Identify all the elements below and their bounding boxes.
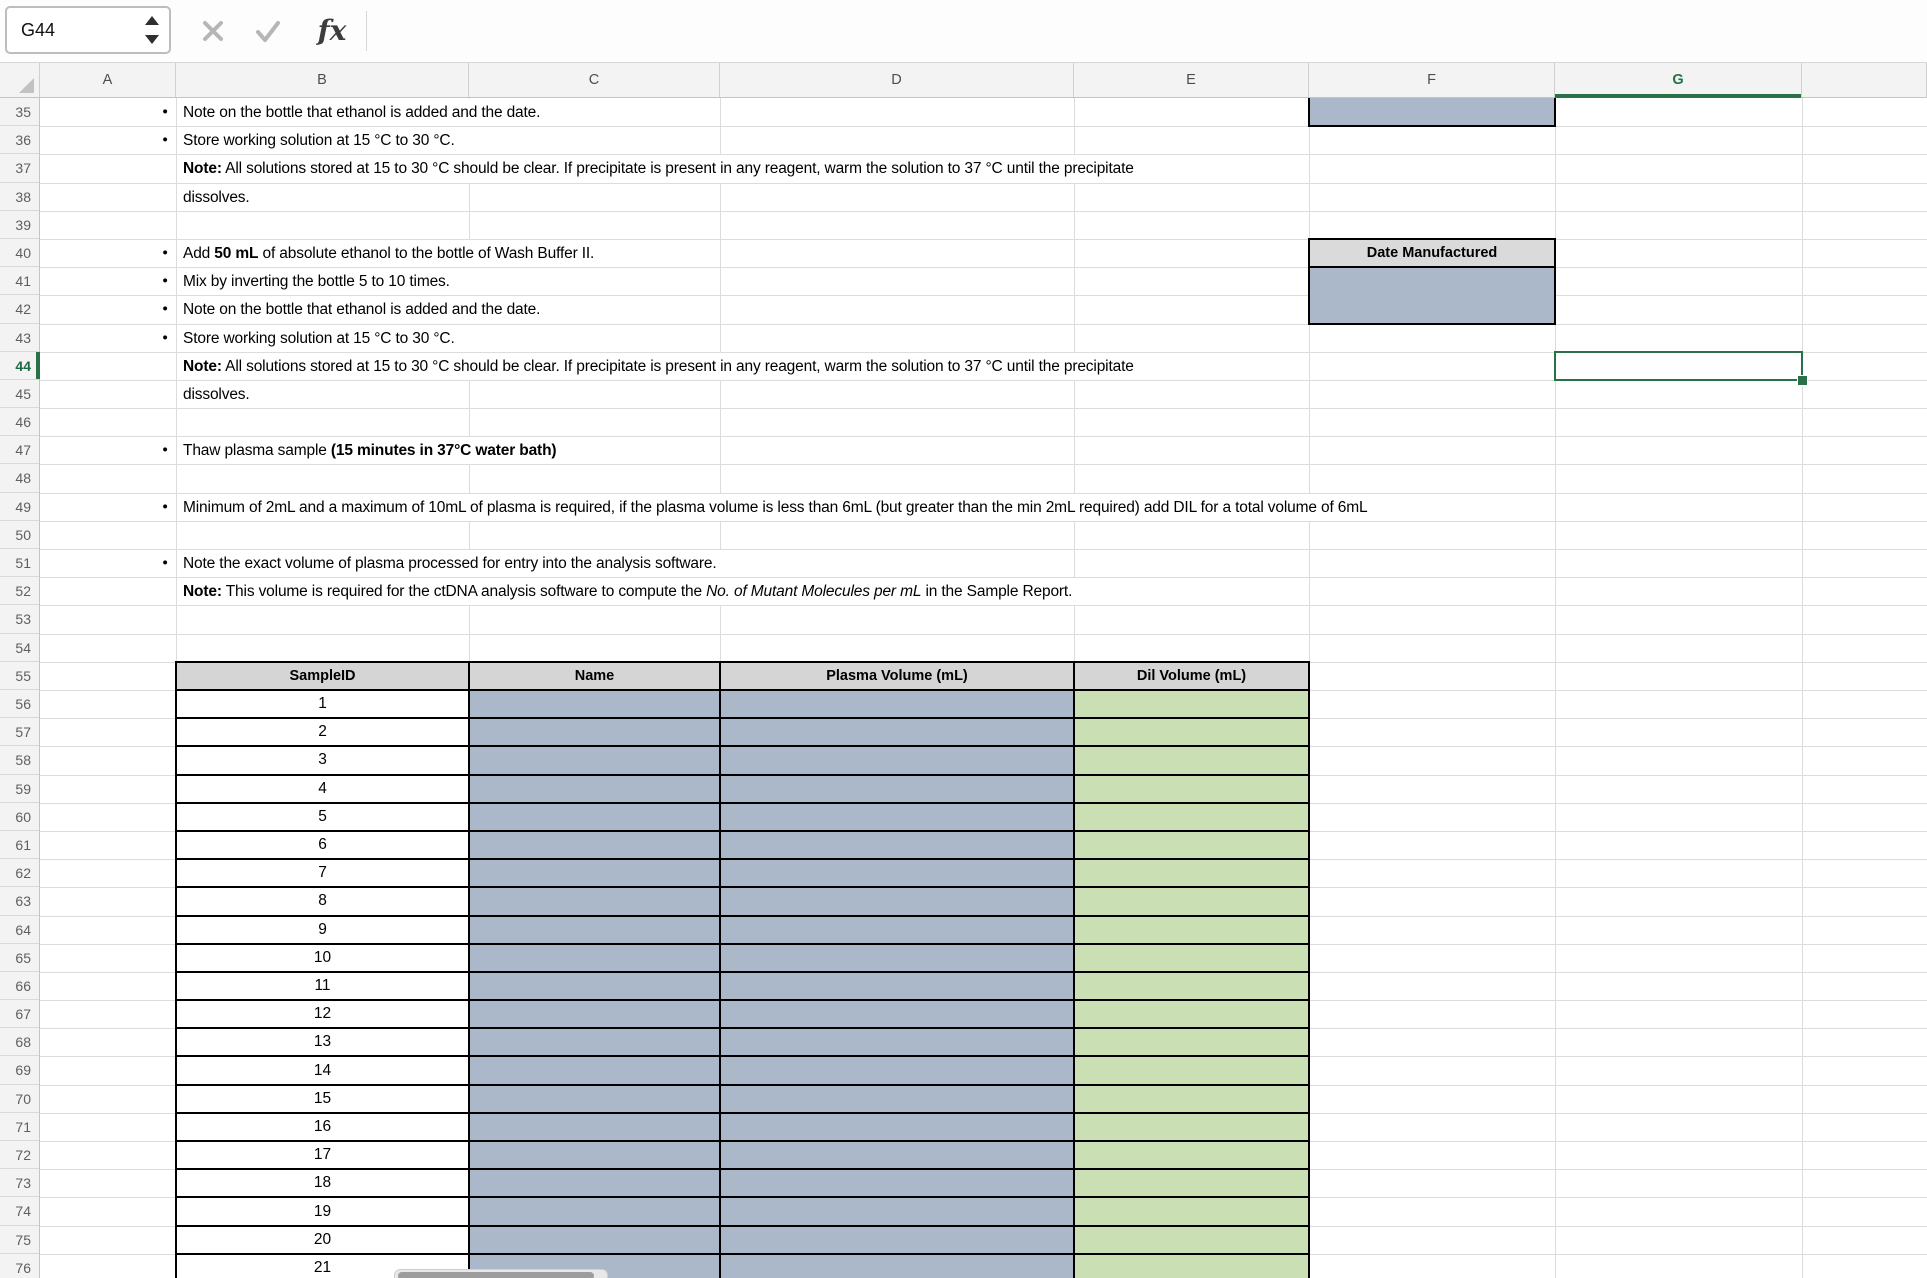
table-cell-E71[interactable] <box>1073 1112 1310 1142</box>
table-cell-D75[interactable] <box>719 1225 1075 1255</box>
name-box-value[interactable]: G44 <box>21 20 56 40</box>
confirm-check-icon[interactable] <box>252 15 284 47</box>
table-cell-B58[interactable]: 3 <box>175 745 470 775</box>
table-cell-D76[interactable] <box>719 1253 1075 1278</box>
row-header-44[interactable]: 44 <box>0 352 39 380</box>
row-header-67[interactable]: 67 <box>0 1000 39 1028</box>
table-cell-B64[interactable]: 9 <box>175 915 470 945</box>
table-cell-B66[interactable]: 11 <box>175 971 470 1001</box>
table-cell-E75[interactable] <box>1073 1225 1310 1255</box>
table-cell-C71[interactable] <box>468 1112 721 1142</box>
row-header-76[interactable]: 76 <box>0 1254 39 1278</box>
table-cell-D63[interactable] <box>719 886 1075 916</box>
table-cell-B74[interactable]: 19 <box>175 1196 470 1226</box>
selection-outline <box>1554 351 1803 381</box>
table-cell-C58[interactable] <box>468 745 721 775</box>
table-cell-D71[interactable] <box>719 1112 1075 1142</box>
table-cell-C59[interactable] <box>468 774 721 804</box>
cell-B43[interactable] <box>177 325 719 352</box>
table-cell-C74[interactable] <box>468 1196 721 1226</box>
row-header-36[interactable]: 36 <box>0 126 39 154</box>
table-header-cell-plasma-volume-ml-[interactable]: Plasma Volume (mL) <box>719 661 1075 691</box>
table-cell-C70[interactable] <box>468 1084 721 1114</box>
table-cell-E64[interactable] <box>1073 915 1310 945</box>
bullet-marker: ● <box>162 246 168 258</box>
bullet-marker: ● <box>162 444 168 456</box>
table-cell-B65[interactable]: 10 <box>175 943 470 973</box>
cell-text-segment: All solutions stored at 15 to 30 °C should be clear. If precipitate is present in any reagent, warm the solution to 37 °C until the precipitate <box>221 160 1134 178</box>
row-header-59[interactable]: 59 <box>0 775 39 803</box>
gridline-horizontal <box>40 408 1927 409</box>
gridline-horizontal <box>40 605 1927 606</box>
table-cell-C66[interactable] <box>468 971 721 1001</box>
row-header-72[interactable]: 72 <box>0 1141 39 1169</box>
cell-text-segment: Note the exact volume of plasma processed for entry into the analysis software. <box>183 555 717 573</box>
cell-text-segment: dissolves. <box>183 188 250 206</box>
cell-text-segment: Store working solution at 15 °C to 30 °C. <box>183 132 455 150</box>
table-cell-B62[interactable]: 7 <box>175 858 470 888</box>
table-cell-B70[interactable]: 15 <box>175 1084 470 1114</box>
table-cell-D68[interactable] <box>719 1027 1075 1057</box>
row-header-57[interactable]: 57 <box>0 718 39 746</box>
table-cell-C60[interactable] <box>468 802 721 832</box>
row-header-56[interactable]: 56 <box>0 690 39 718</box>
cell-text-segment: Note: <box>183 583 222 601</box>
cell-B44[interactable] <box>177 353 1308 380</box>
column-header-B[interactable]: B <box>176 63 469 97</box>
cell-text-segment: in the Sample Report. <box>921 583 1073 601</box>
row-header-64[interactable]: 64 <box>0 916 39 944</box>
cell-text-segment: Store working solution at 15 °C to 30 °C. <box>183 329 455 347</box>
row-header-58[interactable]: 58 <box>0 746 39 774</box>
table-cell-D60[interactable] <box>719 802 1075 832</box>
cell-text-segment: of absolute ethanol to the bottle of Wash Buffer II. <box>258 244 595 262</box>
table-cell-E67[interactable] <box>1073 999 1310 1029</box>
table-header-cell-sampleid[interactable]: SampleID <box>175 661 470 691</box>
gridline-horizontal <box>40 211 1927 212</box>
table-cell-E60[interactable] <box>1073 802 1310 832</box>
cell-B40[interactable] <box>177 240 719 267</box>
table-cell-C63[interactable] <box>468 886 721 916</box>
table-cell-D64[interactable] <box>719 915 1075 945</box>
bullet-marker: ● <box>162 557 168 569</box>
row-header-42[interactable]: 42 <box>0 295 39 323</box>
row-header-52[interactable]: 52 <box>0 577 39 605</box>
cell-text-segment: Minimum of 2mL and a maximum of 10mL of plasma is required, if the plasma volume is less than 6mL (but greater than the min 2mL required) add DIL for a total volume of 6mL <box>183 498 1368 516</box>
table-cell-B57[interactable]: 2 <box>175 717 470 747</box>
cell-text-segment: 50 mL <box>214 244 259 262</box>
column-header-E[interactable]: E <box>1074 63 1309 97</box>
bullet-marker: ● <box>162 500 168 512</box>
table-cell-B60[interactable]: 5 <box>175 802 470 832</box>
date-manufactured-cell[interactable]: Date Manufactured <box>1308 238 1556 268</box>
table-cell-C68[interactable] <box>468 1027 721 1057</box>
row-header-43[interactable]: 43 <box>0 324 39 352</box>
table-header-cell-name[interactable]: Name <box>468 661 721 691</box>
cell-B37[interactable] <box>177 155 1308 182</box>
table-cell-E76[interactable] <box>1073 1253 1310 1278</box>
column-header-strip <box>0 63 1927 98</box>
cell-text-segment: All solutions stored at 15 to 30 °C should be clear. If precipitate is present in any reagent, warm the solution to 37 °C until the precipitate <box>221 357 1134 375</box>
cell-text-segment: Mix by inverting the bottle 5 to 10 times. <box>183 273 450 291</box>
bullet-marker: ● <box>162 331 168 343</box>
table-cell-D69[interactable] <box>719 1055 1075 1085</box>
table-cell-D59[interactable] <box>719 774 1075 804</box>
table-cell-C65[interactable] <box>468 943 721 973</box>
row-header-41[interactable]: 41 <box>0 267 39 295</box>
table-cell-E72[interactable] <box>1073 1140 1310 1170</box>
cell-B45[interactable] <box>177 381 468 408</box>
table-cell-E61[interactable] <box>1073 830 1310 860</box>
selected-column-underline <box>1555 94 1801 98</box>
bullet-marker: ● <box>162 106 168 117</box>
row-header-73[interactable]: 73 <box>0 1169 39 1197</box>
row-header-49[interactable]: 49 <box>0 493 39 521</box>
table-cell-C56[interactable] <box>468 689 721 719</box>
table-cell-E70[interactable] <box>1073 1084 1310 1114</box>
table-cell-E65[interactable] <box>1073 943 1310 973</box>
formula-input[interactable] <box>380 6 1919 54</box>
row-header-35[interactable]: 35 <box>0 98 39 126</box>
column-header-G[interactable]: G <box>1555 63 1802 97</box>
table-cell-D58[interactable] <box>719 745 1075 775</box>
row-header-47[interactable]: 47 <box>0 436 39 464</box>
table-cell-D66[interactable] <box>719 971 1075 1001</box>
cell-B35[interactable] <box>177 99 719 126</box>
column-header-F[interactable]: F <box>1309 63 1555 97</box>
cell-B49[interactable] <box>177 494 1554 521</box>
bullet-marker: ● <box>162 303 168 315</box>
cell-B38[interactable] <box>177 184 468 211</box>
cell-B41[interactable] <box>177 268 719 295</box>
table-cell-C62[interactable] <box>468 858 721 888</box>
spinner-up-icon[interactable] <box>145 16 159 25</box>
name-box-spinner[interactable] <box>143 14 159 46</box>
table-cell-C73[interactable] <box>468 1168 721 1198</box>
cancel-icon[interactable] <box>197 15 229 47</box>
cell-text-segment: No. of Mutant Molecules per mL <box>706 583 922 601</box>
cell-text-segment: This volume is required for the ctDNA analysis software to compute the <box>221 583 707 601</box>
formula-bar-divider <box>366 11 367 51</box>
shaded-cell-F35[interactable] <box>1308 98 1556 127</box>
cell-text-segment: Note: <box>183 160 222 178</box>
table-cell-D67[interactable] <box>719 999 1075 1029</box>
table-header-cell-dil-volume-ml-[interactable]: Dil Volume (mL) <box>1073 661 1310 691</box>
table-cell-E66[interactable] <box>1073 971 1310 1001</box>
row-header-55[interactable]: 55 <box>0 662 39 690</box>
fill-handle[interactable] <box>1797 375 1808 386</box>
cell-B51[interactable] <box>177 550 1073 577</box>
table-cell-E74[interactable] <box>1073 1196 1310 1226</box>
formula-toolbar <box>0 0 1927 63</box>
row-header-37[interactable]: 37 <box>0 154 39 182</box>
row-header-70[interactable]: 70 <box>0 1085 39 1113</box>
table-cell-D57[interactable] <box>719 717 1075 747</box>
row-header-68[interactable]: 68 <box>0 1028 39 1056</box>
row-header-66[interactable]: 66 <box>0 972 39 1000</box>
table-cell-D65[interactable] <box>719 943 1075 973</box>
table-cell-B61[interactable]: 6 <box>175 830 470 860</box>
table-cell-B72[interactable]: 17 <box>175 1140 470 1170</box>
table-cell-B56[interactable]: 1 <box>175 689 470 719</box>
column-header-D[interactable]: D <box>720 63 1074 97</box>
cell-B47[interactable] <box>177 437 719 464</box>
cell-text-segment: Note: <box>183 357 222 375</box>
cell-text-segment: Add <box>183 244 215 262</box>
table-cell-D72[interactable] <box>719 1140 1075 1170</box>
name-box[interactable] <box>5 6 171 54</box>
horizontal-scrollbar-thumb[interactable] <box>398 1272 594 1278</box>
table-cell-C67[interactable] <box>468 999 721 1029</box>
row-header-75[interactable]: 75 <box>0 1226 39 1254</box>
row-header-54[interactable]: 54 <box>0 634 39 662</box>
table-cell-E62[interactable] <box>1073 858 1310 888</box>
table-cell-B63[interactable]: 8 <box>175 886 470 916</box>
table-cell-C75[interactable] <box>468 1225 721 1255</box>
row-header-63[interactable]: 63 <box>0 887 39 915</box>
table-cell-E63[interactable] <box>1073 886 1310 916</box>
row-header-74[interactable]: 74 <box>0 1197 39 1225</box>
row-header-39[interactable]: 39 <box>0 211 39 239</box>
table-cell-E59[interactable] <box>1073 774 1310 804</box>
table-cell-B75[interactable]: 20 <box>175 1225 470 1255</box>
table-cell-E68[interactable] <box>1073 1027 1310 1057</box>
table-cell-D61[interactable] <box>719 830 1075 860</box>
row-header-53[interactable]: 53 <box>0 605 39 633</box>
table-cell-B71[interactable]: 16 <box>175 1112 470 1142</box>
table-cell-E69[interactable] <box>1073 1055 1310 1085</box>
row-header-69[interactable]: 69 <box>0 1056 39 1084</box>
bullet-marker: ● <box>162 134 168 146</box>
table-cell-E56[interactable] <box>1073 689 1310 719</box>
row-header-50[interactable]: 50 <box>0 521 39 549</box>
row-header-45[interactable]: 45 <box>0 380 39 408</box>
selected-row-bar <box>36 352 40 379</box>
gridline-vertical <box>1802 98 1803 1278</box>
row-header-60[interactable]: 60 <box>0 803 39 831</box>
cell-B42[interactable] <box>177 296 719 323</box>
select-all-triangle-icon <box>19 78 34 93</box>
cell-B52[interactable] <box>177 578 1308 605</box>
table-cell-D74[interactable] <box>719 1196 1075 1226</box>
spinner-down-icon[interactable] <box>145 35 159 44</box>
table-cell-D73[interactable] <box>719 1168 1075 1198</box>
cell-text-segment: Thaw plasma sample <box>183 442 331 460</box>
table-cell-E73[interactable] <box>1073 1168 1310 1198</box>
cell-text-segment: Note on the bottle that ethanol is added and the date. <box>183 104 541 121</box>
row-header-strip <box>0 98 40 1278</box>
table-cell-B73[interactable]: 18 <box>175 1168 470 1198</box>
cell-text-segment: Note on the bottle that ethanol is added and the date. <box>183 301 541 319</box>
row-header-65[interactable]: 65 <box>0 944 39 972</box>
table-cell-B59[interactable]: 4 <box>175 774 470 804</box>
table-cell-D62[interactable] <box>719 858 1075 888</box>
table-cell-B67[interactable]: 12 <box>175 999 470 1029</box>
table-cell-C57[interactable] <box>468 717 721 747</box>
table-cell-B69[interactable]: 14 <box>175 1055 470 1085</box>
table-cell-D56[interactable] <box>719 689 1075 719</box>
row-header-71[interactable]: 71 <box>0 1113 39 1141</box>
row-header-48[interactable]: 48 <box>0 464 39 492</box>
gridline-horizontal <box>40 634 1927 635</box>
bullet-marker: ● <box>162 275 168 287</box>
gridline-horizontal <box>40 521 1927 522</box>
horizontal-scrollbar[interactable] <box>394 1269 608 1278</box>
table-cell-C64[interactable] <box>468 915 721 945</box>
select-all-corner[interactable] <box>0 63 40 97</box>
table-cell-E57[interactable] <box>1073 717 1310 747</box>
table-cell-C69[interactable] <box>468 1055 721 1085</box>
table-cell-C72[interactable] <box>468 1140 721 1170</box>
row-header-51[interactable]: 51 <box>0 549 39 577</box>
table-cell-D70[interactable] <box>719 1084 1075 1114</box>
function-fx-icon[interactable]: fx <box>317 14 347 47</box>
cell-text-segment: dissolves. <box>183 385 250 403</box>
cell-text-segment: (15 minutes in 37°C water bath) <box>330 442 557 460</box>
column-header-partial[interactable] <box>1802 63 1927 97</box>
row-header-40[interactable]: 40 <box>0 239 39 267</box>
table-cell-E58[interactable] <box>1073 745 1310 775</box>
column-header-A[interactable]: A <box>40 63 176 97</box>
table-cell-B76[interactable]: 21 <box>175 1253 470 1278</box>
row-header-38[interactable]: 38 <box>0 183 39 211</box>
row-header-62[interactable]: 62 <box>0 859 39 887</box>
shaded-cell-F41-F42[interactable] <box>1308 266 1556 324</box>
table-cell-B68[interactable]: 13 <box>175 1027 470 1057</box>
table-cell-C61[interactable] <box>468 830 721 860</box>
row-header-46[interactable]: 46 <box>0 408 39 436</box>
cell-B36[interactable] <box>177 127 719 154</box>
row-header-61[interactable]: 61 <box>0 831 39 859</box>
column-header-C[interactable]: C <box>469 63 720 97</box>
gridline-horizontal <box>40 464 1927 465</box>
